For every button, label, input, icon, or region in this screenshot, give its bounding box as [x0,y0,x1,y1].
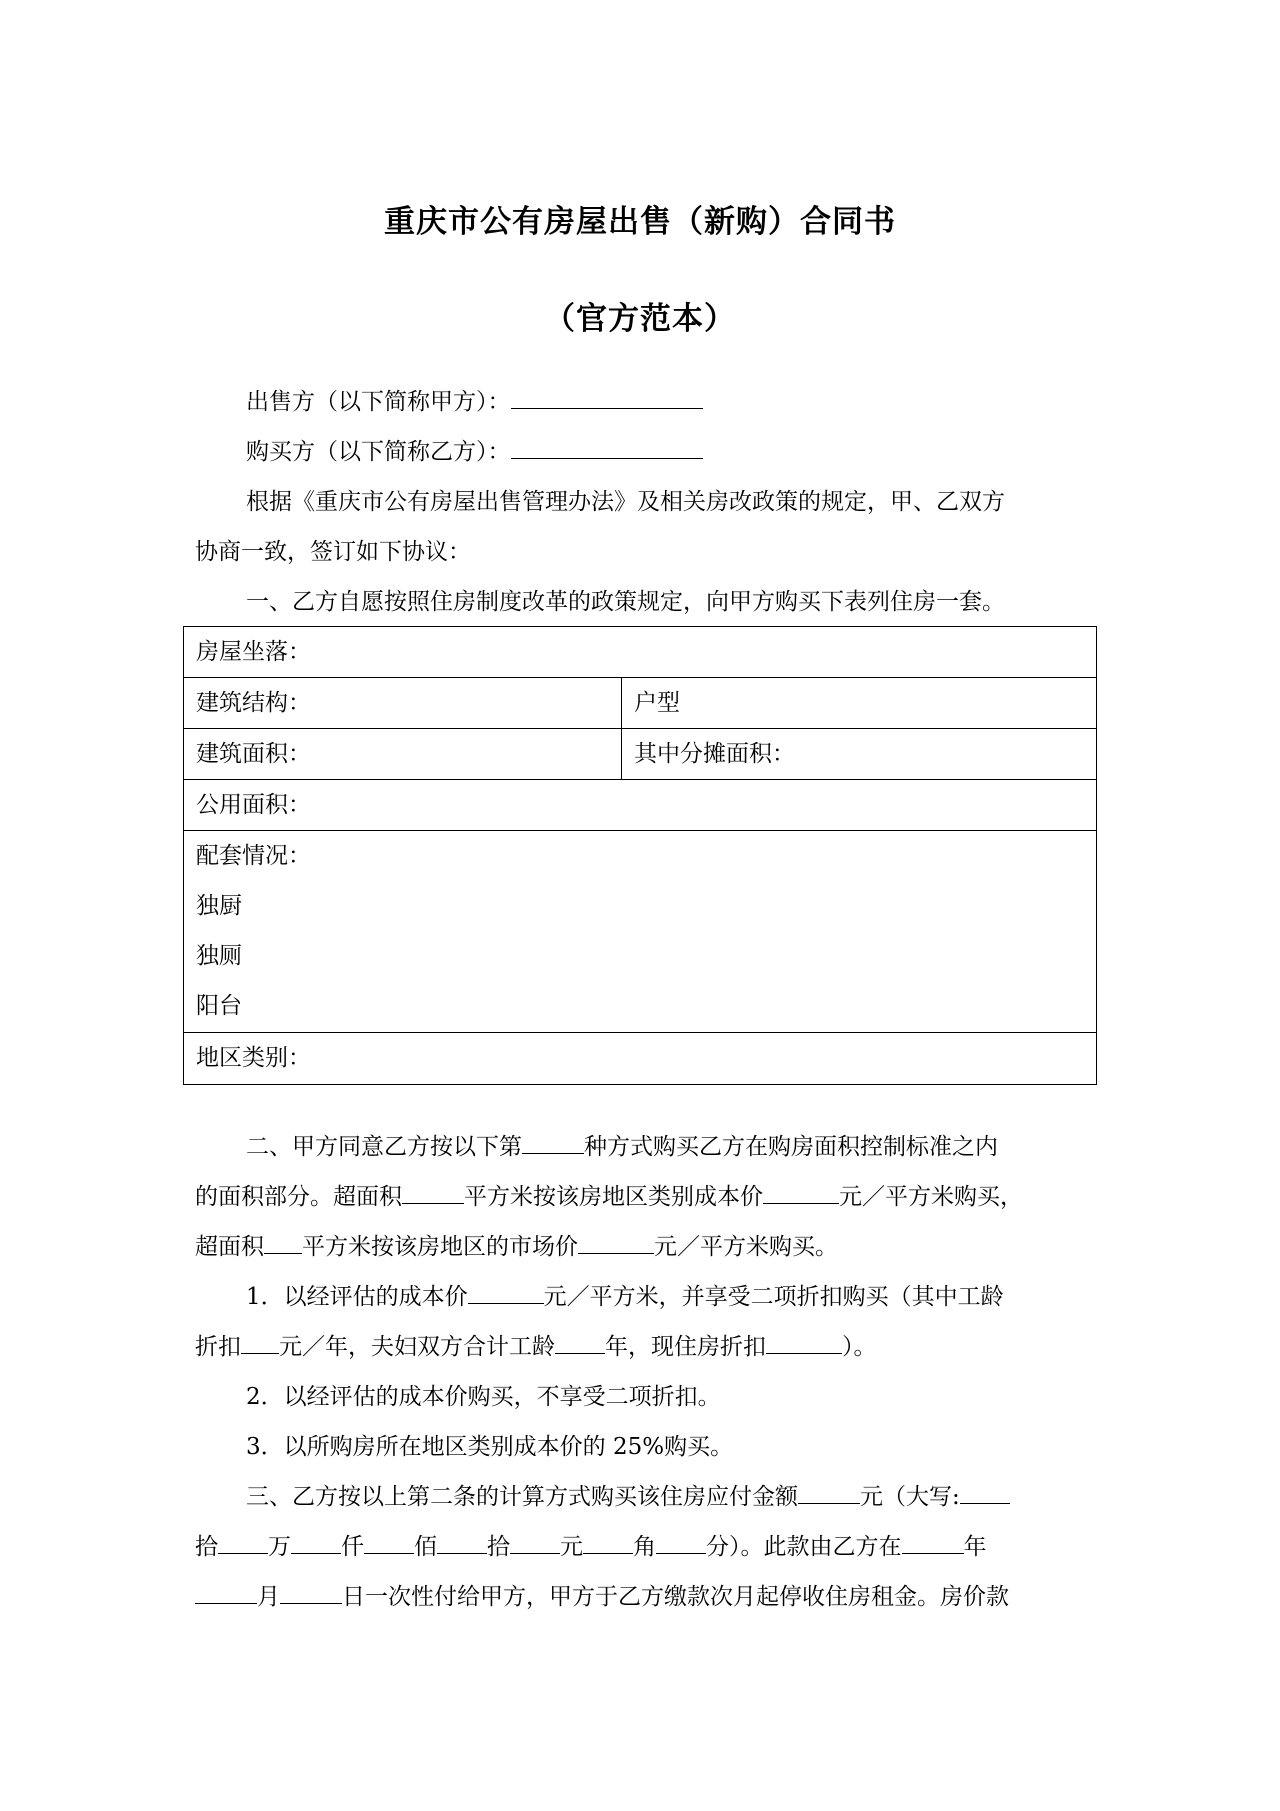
option-1-text: 元／年，夫妇双方合计工龄 [279,1334,555,1360]
unit-label: 元 [560,1534,583,1560]
clause-2-text: 超面积 [195,1234,264,1260]
clause-3-text: 日一次性付给甲方，甲方于乙方缴款次月起停收住房租金。房价款 [342,1584,1009,1610]
unit-label: 仟 [341,1534,364,1560]
seniority-years-blank [555,1352,605,1354]
table-row-location [184,627,1096,678]
clause-3-line-1 [246,1472,1096,1523]
payment-year-blank [902,1552,964,1554]
seniority-discount-blank [241,1352,279,1354]
seller-line [246,377,1096,428]
unit-label: 佰 [414,1534,437,1560]
page-title: 重庆市公有房屋出售（新购）合同书 [384,204,896,240]
unit-label: 年 [963,1534,987,1560]
page-subtitle: （官方范本） [544,301,736,337]
intro-line-1: 根据《重庆市公有房屋出售管理办法》及相关房改政策的规定，甲、乙双方 [246,489,1005,515]
table-row-region [184,1033,1096,1084]
facility-kitchen: 独厨 [196,893,242,919]
public-area-label: 公用面积： [196,792,311,818]
table-row-structure [184,678,1096,729]
unit-type-label: 户型 [634,690,680,716]
digit-blank [583,1552,633,1554]
clause-2-line-1 [246,1122,1096,1173]
intro-line-2: 协商一致，签订如下协议： [195,539,471,565]
clause-3-line-2 [195,1522,1095,1573]
property-table [183,626,1097,1085]
option-1-text: 元／平方米，并享受二项折扣购买（其中工龄 [543,1284,1004,1310]
amount-words-blank [960,1502,1010,1504]
option-1-text: 年，现住房折扣 [605,1334,766,1360]
table-row-public-area [184,780,1096,831]
digit-blank [437,1552,487,1554]
market-price-blank [578,1252,654,1254]
clause-3-text: 元（大写: [860,1484,960,1510]
option-2: 2．以经评估的成本价购买，不享受二项折扣。 [246,1384,721,1410]
table-row-facilities [184,831,1096,1033]
option-1-text: 1．以经评估的成本价 [246,1284,468,1310]
seller-blank [511,407,703,409]
table-row-area [184,729,1096,780]
unit-label: 万 [268,1534,291,1560]
option-3: 3．以所购房所在地区类别成本价的 25%购买。 [246,1434,734,1460]
clause-2-text: 的面积部分。超面积 [195,1184,402,1210]
clause-2-text: 二、甲方同意乙方按以下第 [246,1134,522,1160]
clause-2-text: 平方米按该房地区类别成本价 [464,1184,763,1210]
structure-label: 建筑结构： [184,678,622,728]
option-1-text: ）。 [842,1334,877,1360]
seller-label: 出售方（以下简称甲方）： [246,389,511,415]
digit-blank [364,1552,414,1554]
digit-blank [218,1552,268,1554]
option-1-text: 折扣 [195,1334,241,1360]
method-blank [522,1152,584,1154]
digit-blank [656,1552,706,1554]
unit-label: 角 [633,1534,656,1560]
clause-1: 一、乙方自愿按照住房制度改革的政策规定，向甲方购买下表列住房一套。 [246,589,1005,615]
assessed-price-blank [468,1302,544,1304]
clause-2-text: 种方式购买乙方在购房面积控制标准之内 [584,1134,998,1160]
excess-area-blank [402,1202,464,1204]
unit-label: 月 [257,1584,280,1610]
buyer-label: 购买方（以下简称乙方）： [246,439,511,465]
facility-balcony: 阳台 [196,993,242,1019]
buyer-blank [511,457,703,459]
digit-blank [291,1552,341,1554]
clause-2-text: 元／平方米购买。 [654,1234,838,1260]
option-1-line-1 [246,1272,1096,1323]
clause-3-text: 三、乙方按以上第二条的计算方式购买该住房应付金额 [246,1484,798,1510]
clause-2-line-3 [195,1222,1095,1273]
floor-area-label: 建筑面积： [184,729,622,779]
region-label: 地区类别： [196,1045,311,1071]
payment-month-blank [195,1602,257,1604]
clause-2-line-2 [195,1172,1095,1223]
clause-2-text: 元／平方米购买， [839,1184,1023,1210]
location-label: 房屋坐落： [196,639,311,665]
option-1-line-2 [195,1322,1095,1373]
amount-blank [798,1502,860,1504]
clause-3-line-3 [195,1572,1095,1623]
facility-toilet: 独厕 [196,943,242,969]
clause-3-text: 分）。此款由乙方在 [706,1534,902,1560]
unit-label: 拾 [487,1534,510,1560]
facilities-cell [184,831,1096,1032]
housing-discount-blank [766,1352,842,1354]
excess-area-2-blank [264,1252,302,1254]
buyer-line [246,427,1096,478]
clause-2-text: 平方米按该房地区的市场价 [302,1234,578,1260]
cost-price-blank [763,1202,839,1204]
facilities-label: 配套情况： [196,843,311,869]
payment-day-blank [280,1602,342,1604]
unit-label: 拾 [195,1534,218,1560]
digit-blank [510,1552,560,1554]
shared-area-label: 其中分摊面积： [634,741,795,767]
